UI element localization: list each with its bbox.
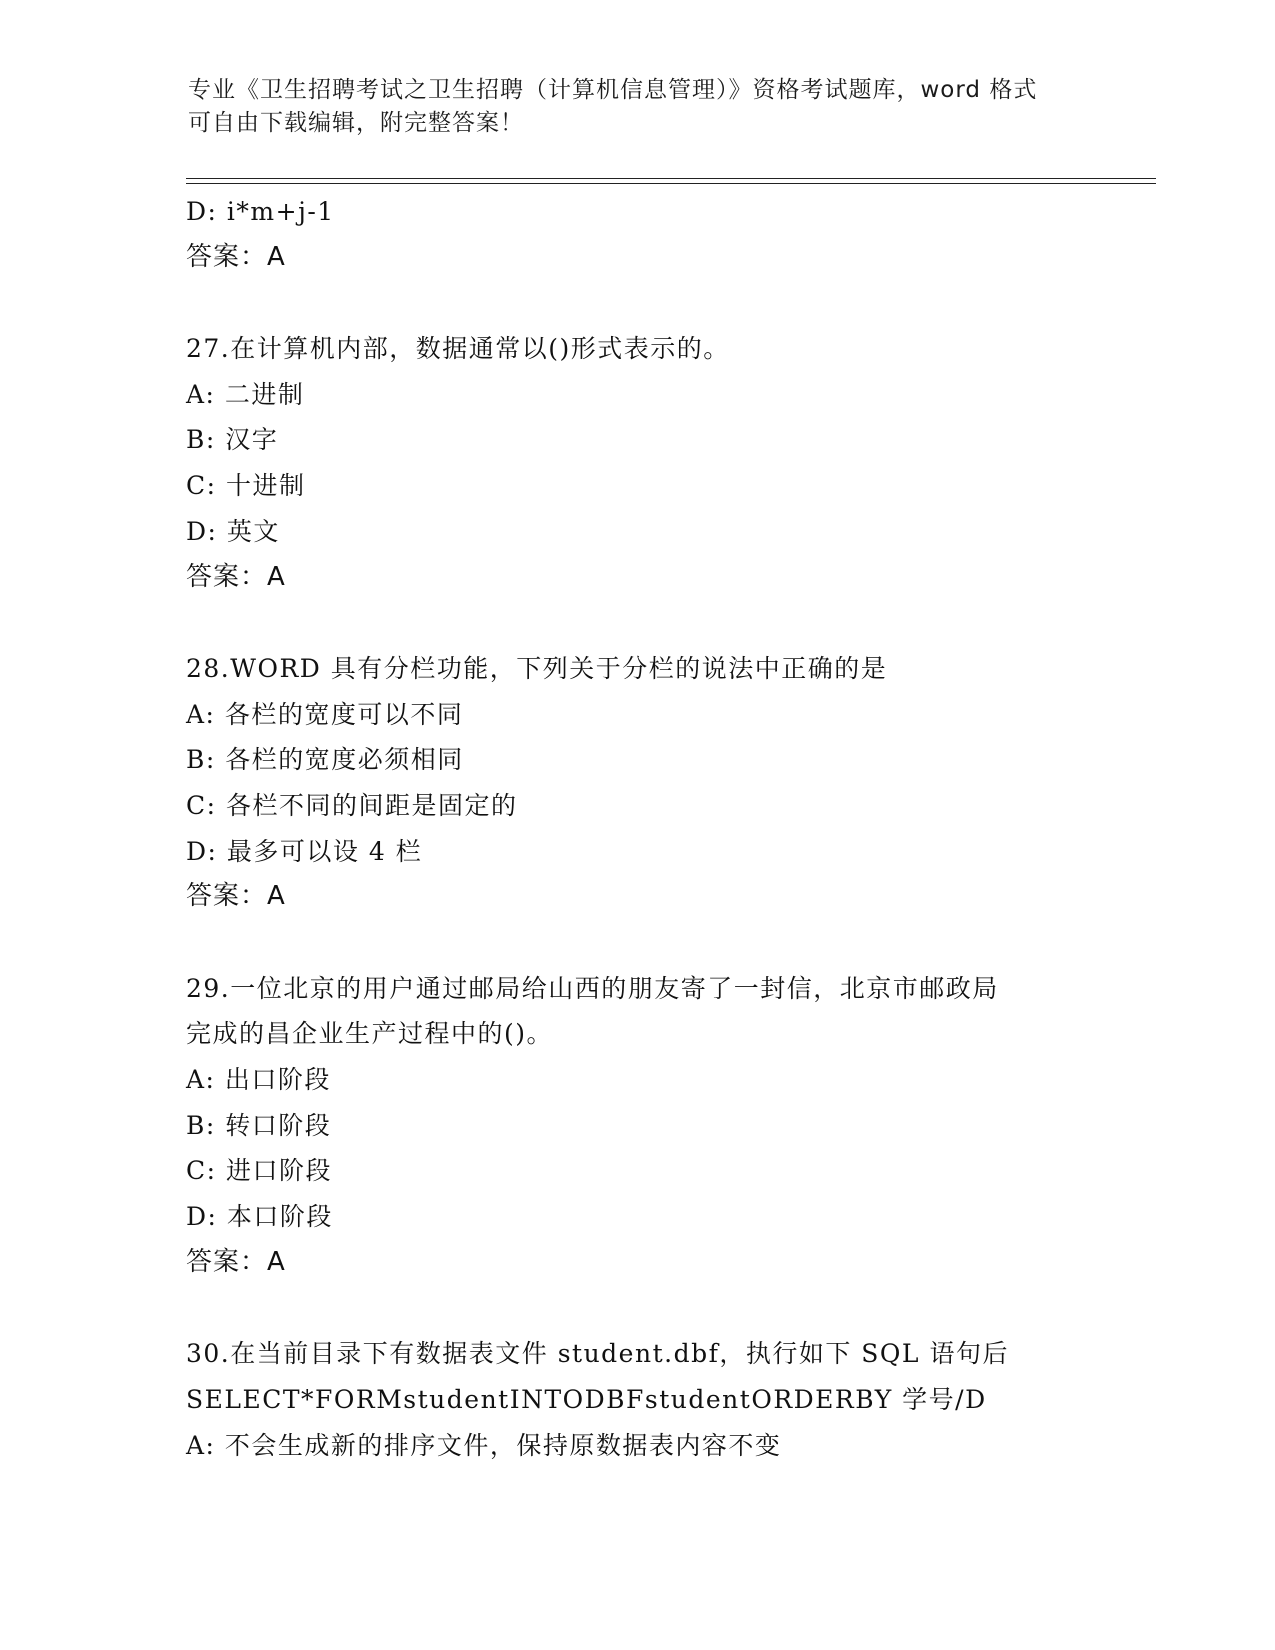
answer: 答案：A — [186, 561, 286, 592]
question-text: 27.在计算机内部，数据通常以()形式表示的。 — [186, 334, 730, 364]
question-28 — [186, 646, 1126, 920]
option-a: A: 不会生成新的排序文件，保持原数据表内容不变 — [186, 1430, 782, 1460]
header-divider-bottom — [186, 183, 1156, 184]
header-divider-top — [186, 178, 1156, 179]
option-a: A: 二进制 — [186, 379, 305, 409]
option-d: D: 最多可以设 4 栏 — [186, 836, 423, 866]
option-b: B: 转口阶段 — [186, 1110, 332, 1140]
question-list — [186, 189, 1126, 1468]
question-text-line-2: 完成的昌企业生产过程中的()。 — [186, 1019, 554, 1049]
option-c: C: 进口阶段 — [186, 1156, 332, 1186]
document-header — [188, 74, 1068, 140]
question-30 — [186, 1331, 1126, 1468]
spacer — [186, 920, 1126, 966]
option-b: B: 各栏的宽度必须相同 — [186, 745, 464, 775]
option-a: A: 各栏的宽度可以不同 — [186, 699, 464, 729]
question-text-line-2: SELECT*FORMstudentINTODBFstudentORDERBY 学号/D — [186, 1384, 987, 1414]
spacer — [186, 600, 1126, 646]
spacer — [186, 1286, 1126, 1332]
spacer — [186, 280, 1126, 326]
option-d: D: 英文 — [186, 516, 280, 546]
question-29 — [186, 966, 1126, 1286]
header-title-line-2: 可自由下载编辑，附完整答案！ — [188, 110, 524, 136]
question-text-line-1: 29.一位北京的用户通过邮局给山西的朋友寄了一封信，北京市邮政局 — [186, 973, 999, 1003]
option-b: B: 汉字 — [186, 425, 279, 455]
option-a: A: 出口阶段 — [186, 1065, 331, 1095]
question-text-line-1: 30.在当前目录下有数据表文件 student.dbf，执行如下 SQL 语句后 — [186, 1339, 1009, 1369]
lead-option-d: D: i*m+j-1 — [186, 197, 335, 226]
option-c: C: 十进制 — [186, 471, 306, 501]
lead-answer: 答案：A — [186, 241, 286, 272]
option-c: C: 各栏不同的间距是固定的 — [186, 790, 518, 820]
question-text: 28.WORD 具有分栏功能，下列关于分栏的说法中正确的是 — [186, 653, 888, 683]
answer: 答案：A — [186, 881, 286, 912]
option-d: D: 本口阶段 — [186, 1202, 333, 1232]
header-title-line-1: 专业《卫生招聘考试之卫生招聘（计算机信息管理）》资格考试题库，word 格式 — [188, 77, 1038, 103]
question-27 — [186, 326, 1126, 600]
answer: 答案：A — [186, 1246, 286, 1277]
